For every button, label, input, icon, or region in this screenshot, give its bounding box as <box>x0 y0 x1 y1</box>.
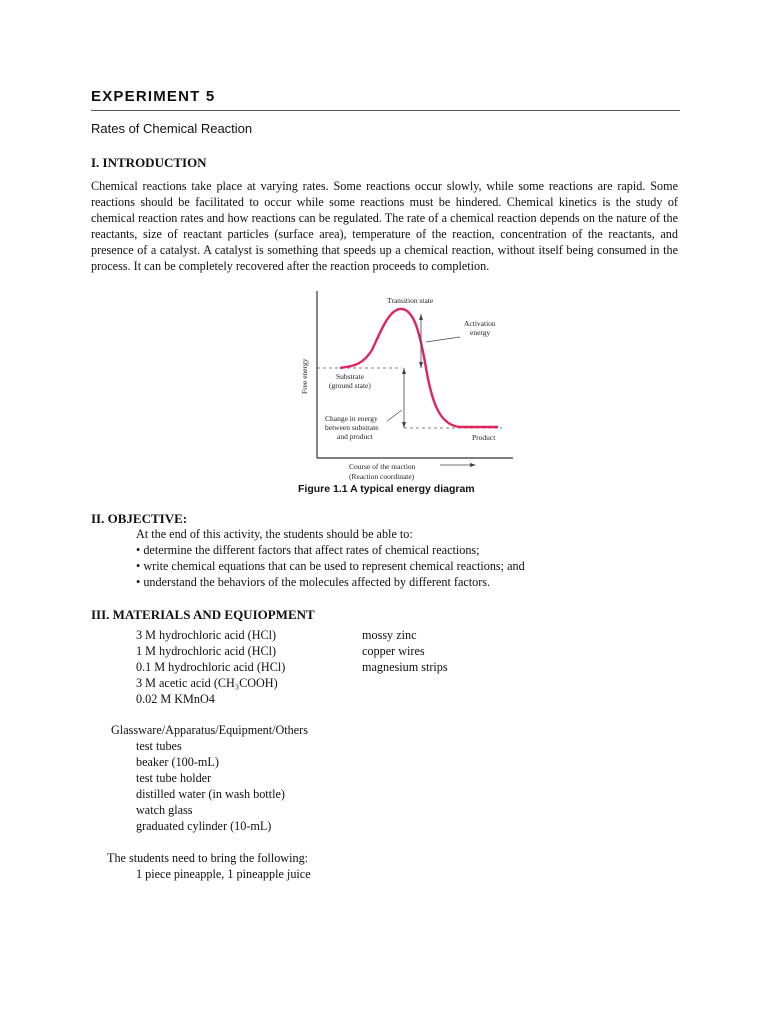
glassware-item: beaker (100-mL) <box>136 755 219 769</box>
glassware-item: test tubes <box>136 739 182 753</box>
experiment-title: EXPERIMENT 5 <box>91 88 216 105</box>
y-axis-label: Free energy <box>300 358 309 394</box>
introduction-paragraph: Chemical reactions take place at varying rates. Some reactions occur slowly, while some reactions are rapid. Some reactions should be facilitated to occur while some reactions must be hindered. Chemical kinetics is the study of chemical reaction rates and how reactions can be regulated. The rate of a chemical reaction depends on the nature of the reactants, size of reactant particles (surface area), temperature of the reaction, concentration of the reactants, and presence of a catalyst. A catalyst is something that speeds up a chemical reaction, without itself being consumed in the process. It can be completely recovered after the reaction proceeds to completion. <box>91 179 678 273</box>
glassware-item: test tube holder <box>136 771 212 785</box>
objective-bullet: • understand the behaviors of the molecules affected by different factors. <box>136 575 491 589</box>
objective-intro: At the end of this activity, the students should be able to: <box>136 527 413 541</box>
title-rule <box>91 110 680 111</box>
chemical-item: 3 M acetic acid (CH₃COOH) <box>136 676 278 690</box>
change-label-1: Change in energy <box>325 414 378 423</box>
change-label-2: between substrate <box>325 423 379 432</box>
figure-caption <box>298 483 475 495</box>
figure-caption-text: A typical energy diagram <box>350 483 475 495</box>
substrate-label-2: (ground state) <box>329 381 371 390</box>
chemical-item: 1 M hydrochloric acid (HCl) <box>136 644 277 658</box>
chemical-item: 3 M hydrochloric acid (HCl) <box>136 628 277 642</box>
experiment-subtitle: Rates of Chemical Reaction <box>91 121 253 136</box>
chemical-item: mossy zinc <box>362 628 417 642</box>
change-label-3: and product <box>337 432 373 441</box>
chemical-item: copper wires <box>362 644 425 658</box>
x-axis-label-2: (Reaction coordinate) <box>349 472 415 481</box>
objective-bullet: • determine the different factors that affect rates of chemical reactions; <box>136 543 480 557</box>
chemical-item: 0.1 M hydrochloric acid (HCl) <box>136 660 286 674</box>
figure-caption-number: Figure 1.1 <box>298 483 348 495</box>
energy-diagram <box>290 288 520 486</box>
glassware-heading: Glassware/Apparatus/Equipment/Others <box>111 723 308 737</box>
x-axis-label-1: Course of the reaction <box>349 462 416 471</box>
chemical-item: magnesium strips <box>362 660 448 674</box>
introduction-heading: I. INTRODUCTION <box>91 155 207 170</box>
chemical-item: 0.02 M KMnO4 <box>136 692 215 706</box>
glassware-item: distilled water (in wash bottle) <box>136 787 285 801</box>
activation-label-2: energy <box>470 328 491 337</box>
objective-heading: II. OBJECTIVE: <box>91 511 188 526</box>
objective-bullet: • write chemical equations that can be used to represent chemical reactions; and <box>136 559 525 573</box>
activation-label-1: Activation <box>464 319 496 328</box>
transition-state-label: Transition state <box>387 296 434 305</box>
materials-heading: III. MATERIALS AND EQUIOPMENT <box>91 607 315 622</box>
glassware-item: watch glass <box>136 803 193 817</box>
change-pointer <box>387 410 402 421</box>
activation-pointer <box>426 337 460 342</box>
bring-item: 1 piece pineapple, 1 pineapple juice <box>136 867 311 881</box>
substrate-label-1: Substrate <box>336 372 364 381</box>
glassware-item: graduated cylinder (10-mL) <box>136 819 272 833</box>
bring-heading: The students need to bring the following: <box>107 851 309 865</box>
product-label: Product <box>472 433 496 442</box>
